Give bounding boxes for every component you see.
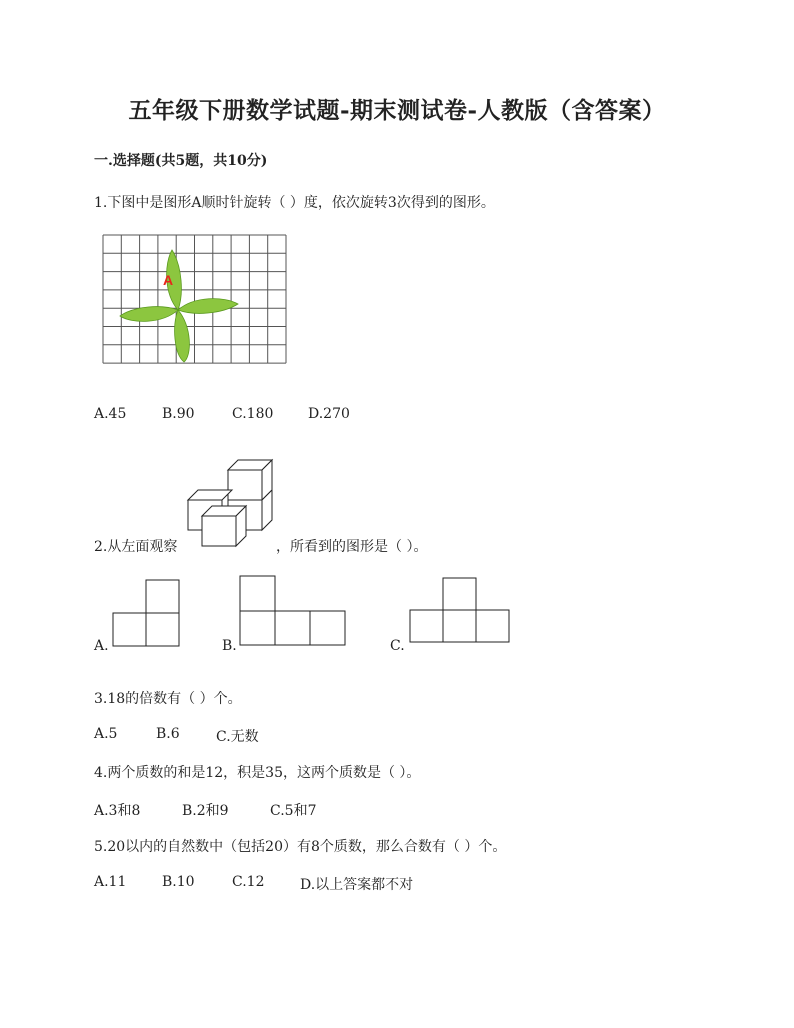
leaf-right xyxy=(178,299,238,314)
q2-option-b[interactable]: B. xyxy=(222,638,237,654)
q5-option-a[interactable]: A.11 xyxy=(94,874,127,890)
question-4-stem: 4.两个质数的和是12，积是35，这两个质数是（ ）。 xyxy=(94,765,421,781)
page-title: 五年级下册数学试题-期末测试卷-人教版（含答案） xyxy=(128,97,666,124)
q4-option-b[interactable]: B.2和9 xyxy=(182,803,229,819)
question-2-stem-after: ，所看到的图形是（ ）。 xyxy=(276,539,428,555)
leaf-left xyxy=(120,307,178,322)
question-3-stem: 3.18的倍数有（ ）个。 xyxy=(94,691,242,707)
q4-option-c[interactable]: C.5和7 xyxy=(270,803,317,819)
q2-option-b-figure xyxy=(239,574,349,646)
q1-option-a[interactable]: A.45 xyxy=(94,406,127,422)
q2-option-c[interactable]: C. xyxy=(390,638,405,654)
figure-label-a: A xyxy=(163,272,174,288)
grid-lines xyxy=(103,235,286,363)
q1-option-c[interactable]: C.180 xyxy=(232,406,274,422)
q3-option-b[interactable]: B.6 xyxy=(156,726,180,742)
q3-option-c[interactable]: C.无数 xyxy=(216,729,259,745)
q2-option-c-figure xyxy=(409,576,513,644)
q1-option-d[interactable]: D.270 xyxy=(308,406,350,422)
cube-stack-figure xyxy=(180,458,280,550)
q4-option-a[interactable]: A.3和8 xyxy=(94,803,141,819)
question-1-stem: 1.下图中是图形A顺时针旋转（ ）度，依次旋转3次得到的图形。 xyxy=(94,195,495,211)
section-heading: 一.选择题(共5题，共10分) xyxy=(94,153,268,169)
rotation-grid-figure xyxy=(102,234,292,364)
question-2-stem-before: 2.从左面观察 xyxy=(94,539,178,555)
q1-option-b[interactable]: B.90 xyxy=(162,406,195,422)
q5-option-d[interactable]: D.以上答案都不对 xyxy=(300,877,414,893)
question-5-stem: 5.20以内的自然数中（包括20）有8个质数，那么合数有（ ）个。 xyxy=(94,839,507,855)
leaf-bottom xyxy=(175,310,190,362)
q2-option-a-figure xyxy=(112,578,182,650)
q5-option-b[interactable]: B.10 xyxy=(162,874,195,890)
q2-option-a[interactable]: A. xyxy=(94,638,109,654)
q3-option-a[interactable]: A.5 xyxy=(94,726,118,742)
q5-option-c[interactable]: C.12 xyxy=(232,874,265,890)
